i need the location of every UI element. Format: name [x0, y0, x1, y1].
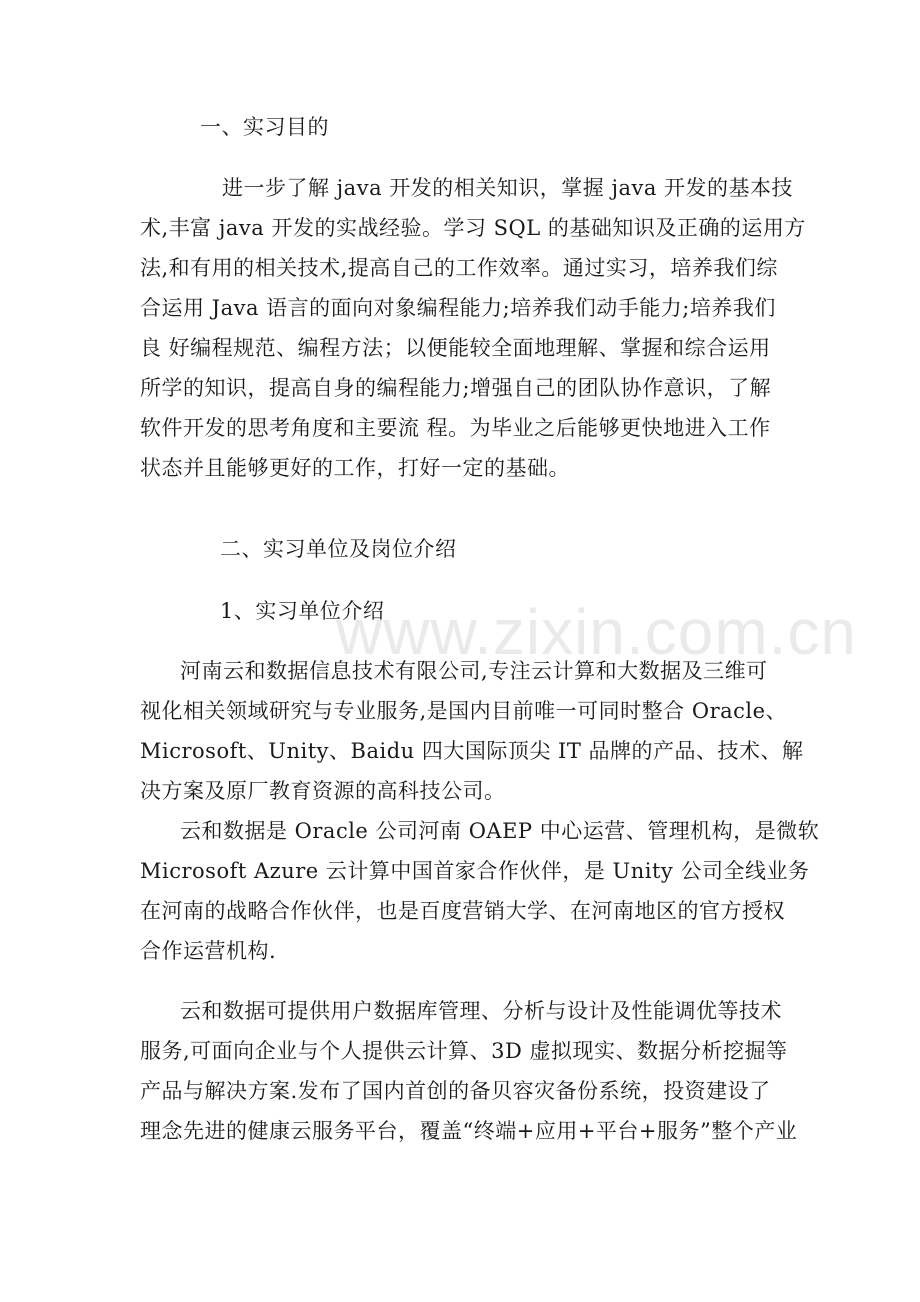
section-1-text-line: 软件开发的思考角度和主要流 程。为毕业之后能够更快地进入工作 [140, 416, 771, 440]
paragraph-1-line: 决方案及原厂教育资源的高科技公司。 [140, 779, 506, 803]
section-1-heading: 一、实习目的 [200, 115, 329, 139]
paragraph-2-line: 云和数据是 Oracle 公司河南 OAEP 中心运营、管理机构，是微软 [180, 819, 820, 843]
section-1-text-line: 良 好编程规范、编程方法；以便能较全面地理解、掌握和综合运用 [140, 336, 771, 360]
paragraph-2-line: 合作运营机构. [140, 939, 277, 963]
section-1-text-line: 法,和有用的相关技术,提高自己的工作效率。通过实习，培养我们综 [140, 256, 778, 280]
paragraph-3-line: 产品与解决方案.发布了国内首创的备贝容灾备份系统，投资建设了 [140, 1079, 771, 1103]
section-1-text-line: 状态并且能够更好的工作，打好一定的基础。 [140, 456, 570, 480]
paragraph-2-line: 在河南的战略合作伙伴，也是百度营销大学、在河南地区的官方授权 [140, 899, 785, 923]
paragraph-1-line: 视化相关领域研究与专业服务,是国内目前唯一可同时整合 Oracle、 [140, 699, 788, 723]
section-1-text-line: 所学的知识，提高自身的编程能力;增强自己的团队协作意识，了解 [140, 376, 772, 400]
paragraph-2-line: Microsoft Azure 云计算中国首家合作伙伴，是 Unity 公司全线业务 [140, 859, 810, 883]
paragraph-3-line: 云和数据可提供用户数据库管理、分析与设计及性能调优等技术 [180, 999, 782, 1023]
section-2-subheading: 1、实习单位介绍 [220, 599, 385, 623]
paragraph-3-line: 理念先进的健康云服务平台，覆盖“终端+应用+平台+服务”整个产业 [140, 1119, 798, 1143]
section-1-text-line: 合运用 Java 语言的面向对象编程能力;培养我们动手能力;培养我们 [140, 296, 776, 320]
watermark: www.zixin.com.cn [336, 596, 857, 668]
section-1-text-line: 进一步了解 java 开发的相关知识，掌握 java 开发的基本技 [222, 176, 794, 200]
section-1-text-line: 术,丰富 java 开发的实战经验。学习 SQL 的基础知识及正确的运用方 [140, 216, 806, 240]
section-2-heading: 二、实习单位及岗位介绍 [220, 537, 457, 561]
paragraph-1-line: 河南云和数据信息技术有限公司,专注云计算和大数据及三维可 [180, 659, 768, 683]
paragraph-3-line: 服务,可面向企业与个人提供云计算、3D 虚拟现实、数据分析挖掘等 [140, 1039, 788, 1063]
paragraph-1-line: Microsoft、Unity、Baidu 四大国际顶尖 IT 品牌的产品、技术、解 [140, 739, 804, 763]
